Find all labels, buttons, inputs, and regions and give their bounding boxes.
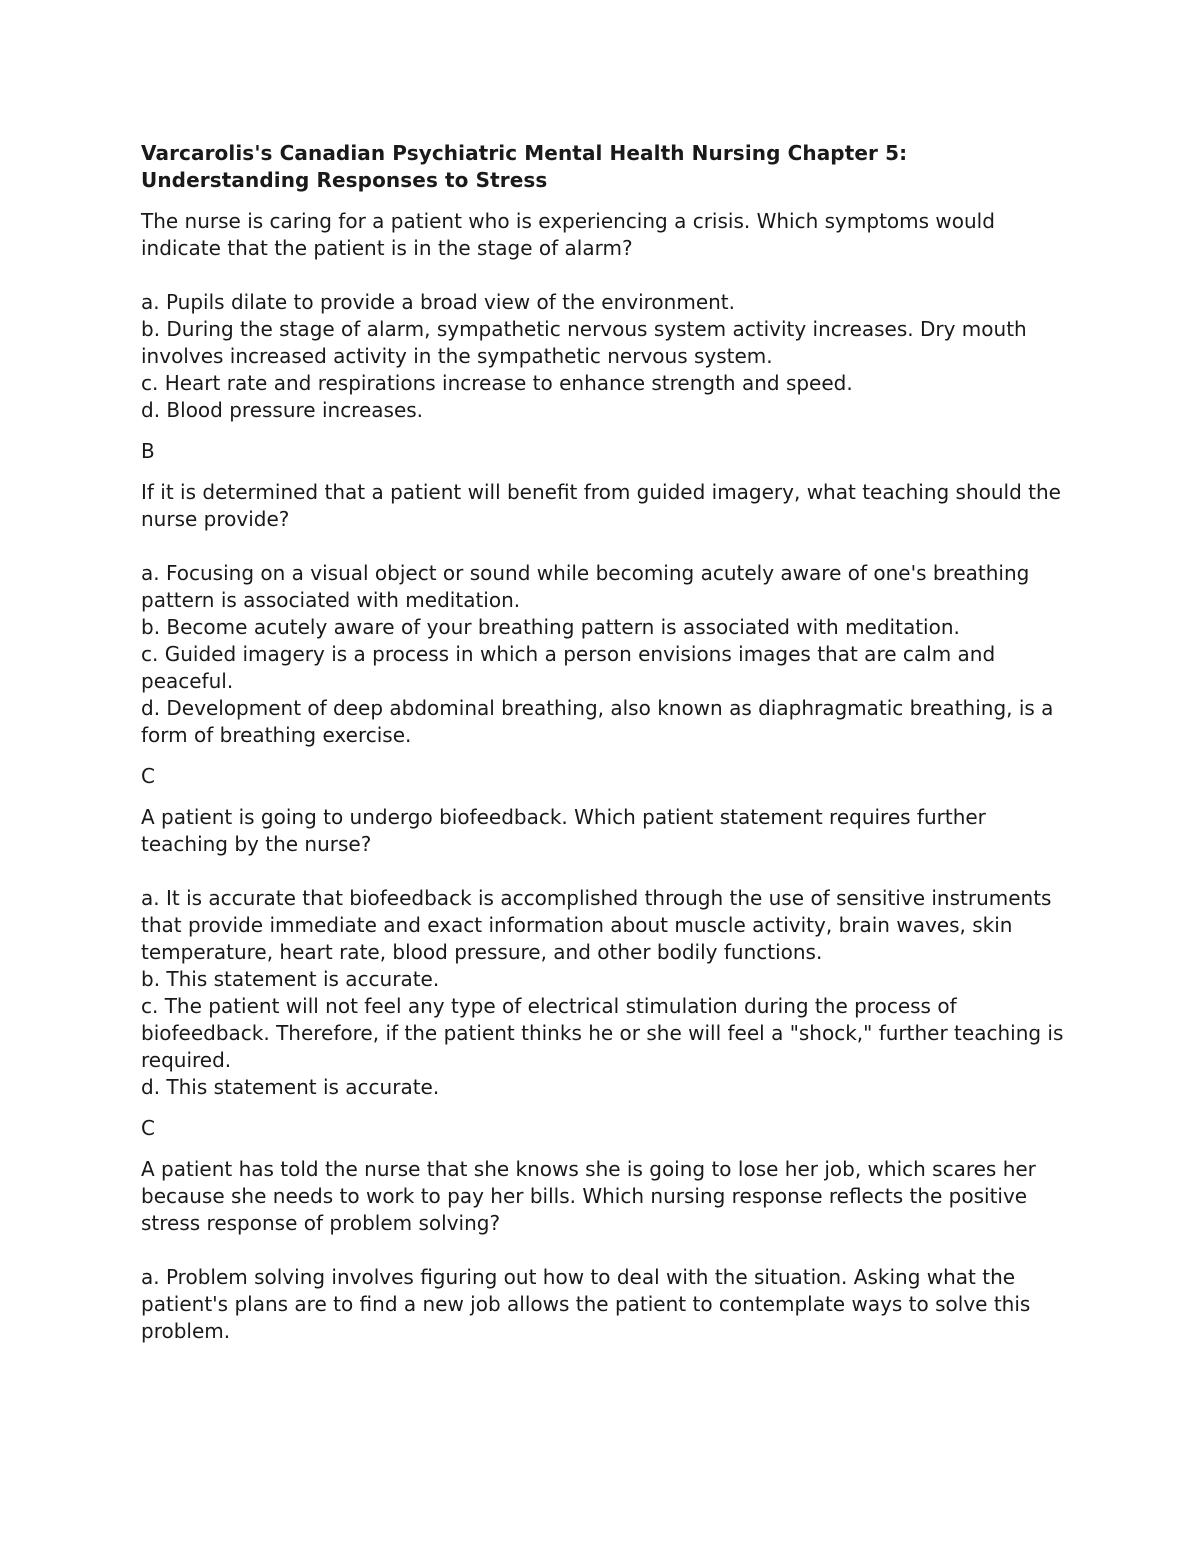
question-block-3 [141, 804, 1071, 1142]
option-d: d. Development of deep abdominal breathing, also known as diaphragmatic breathing, is a form of breathing exercise. [141, 696, 1054, 747]
question-block-4 [141, 1156, 1071, 1345]
question-stem: The nurse is caring for a patient who is experiencing a crisis. Which symptoms would indicate that the patient is in the stage of alarm? [141, 209, 995, 260]
option-list [141, 1264, 1071, 1345]
option-a: a. Pupils dilate to provide a broad view of the environment. [141, 290, 736, 314]
option-list [141, 560, 1071, 749]
option-d: d. Blood pressure increases. [141, 398, 424, 422]
document-page [141, 140, 1071, 1359]
option-b: b. Become acutely aware of your breathing pattern is associated with meditation. [141, 615, 960, 639]
question-block-2 [141, 479, 1071, 790]
question-stem: A patient is going to undergo biofeedback. Which patient statement requires further teaching by the nurse? [141, 805, 986, 856]
option-d: d. This statement is accurate. [141, 1075, 440, 1099]
question-stem: A patient has told the nurse that she knows she is going to lose her job, which scares her because she needs to work to pay her bills. Which nursing response reflects the positive stress response of problem solving? [141, 1157, 1036, 1235]
option-list [141, 885, 1071, 1101]
option-a: a. Problem solving involves figuring out how to deal with the situation. Asking what the patient's plans are to find a new job allows the patient to contemplate ways to solve this problem. [141, 1265, 1031, 1343]
answer-key: B [141, 439, 155, 463]
question-stem: If it is determined that a patient will benefit from guided imagery, what teaching should the nurse provide? [141, 480, 1061, 531]
question-block-1 [141, 208, 1071, 465]
document-title: Varcarolis's Canadian Psychiatric Mental Health Nursing Chapter 5: Understanding Responses to Stress [141, 141, 908, 192]
option-a: a. It is accurate that biofeedback is accomplished through the use of sensitive instruments that provide immediate and exact information about muscle activity, brain waves, skin temperature, heart rate, blood pressure, and other bodily functions. [141, 886, 1052, 964]
answer-key: C [141, 764, 155, 788]
option-c: c. The patient will not feel any type of electrical stimulation during the process of biofeedback. Therefore, if the patient thinks he or she will feel a "shock," further teaching is required. [141, 994, 1064, 1072]
answer-key: C [141, 1116, 155, 1140]
option-b: b. This statement is accurate. [141, 967, 440, 991]
option-c: c. Guided imagery is a process in which a person envisions images that are calm and peaceful. [141, 642, 996, 693]
option-a: a. Focusing on a visual object or sound while becoming acutely aware of one's breathing pattern is associated with meditation. [141, 561, 1030, 612]
option-c: c. Heart rate and respirations increase to enhance strength and speed. [141, 371, 853, 395]
option-b: b. During the stage of alarm, sympathetic nervous system activity increases. Dry mouth involves increased activity in the sympathetic nervous system. [141, 317, 1027, 368]
option-list [141, 289, 1071, 424]
